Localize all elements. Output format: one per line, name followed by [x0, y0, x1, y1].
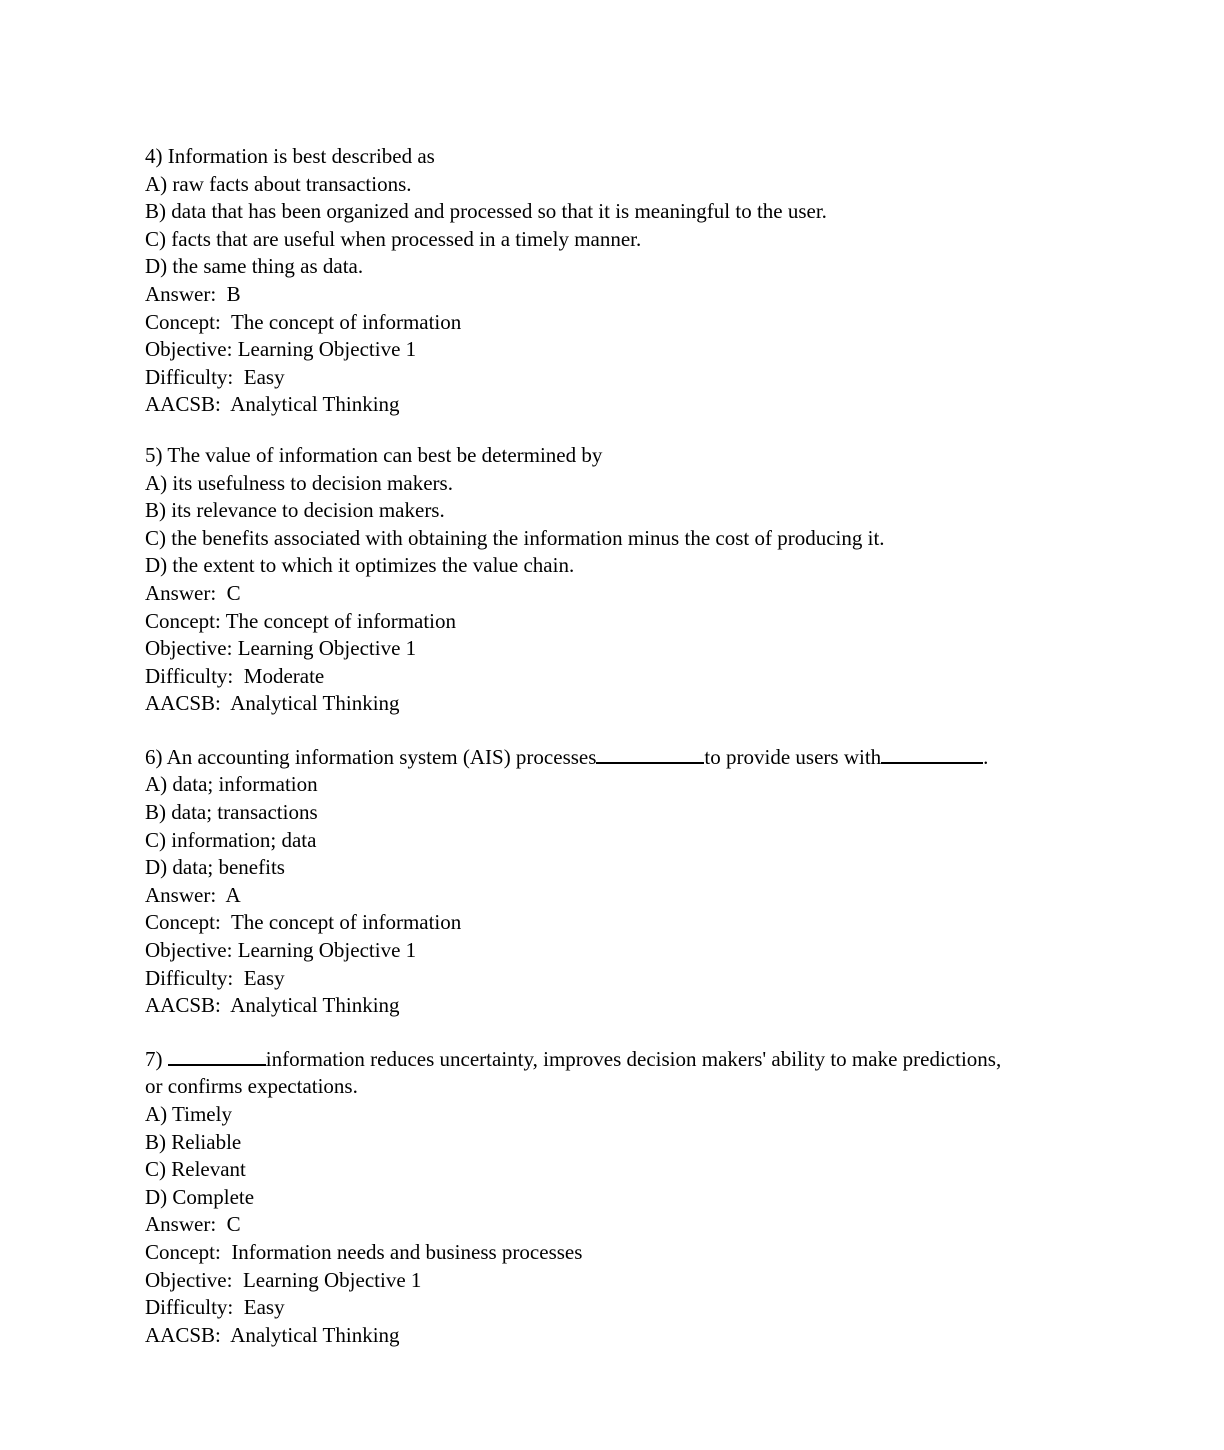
aacsb: AACSB: Analytical Thinking [145, 993, 400, 1018]
stem-part-2: information reduces uncertainty, improves decision makers' ability to make predictions, or confirms expectations. [145, 1046, 1002, 1099]
option-b: B) Reliable [145, 1129, 242, 1154]
stem-part-2: to provide users with [704, 744, 882, 769]
option-a: A) its usefulness to decision makers. [145, 470, 453, 495]
option-a: A) Timely [145, 1102, 232, 1126]
question-stem: 4) Information is best described as [145, 144, 435, 168]
option-c: C) the benefits associated with obtaining the information minus the cost of producing it. [145, 525, 885, 550]
question-4 [145, 143, 1145, 419]
objective: Objective: Learning Objective 1 [145, 1267, 422, 1292]
answer: Answer: B [145, 281, 241, 306]
fill-in-blank [596, 745, 704, 764]
question-6 [145, 744, 1145, 1020]
question-7 [145, 1046, 1145, 1350]
answer: Answer: C [145, 580, 241, 605]
answer: Answer: A [145, 882, 241, 907]
option-d: D) Complete [145, 1184, 255, 1209]
concept: Concept: The concept of information [145, 910, 462, 935]
question-stem [145, 744, 1145, 772]
stem-part-1: 7) [145, 1046, 168, 1071]
document-page [145, 143, 1145, 1349]
aacsb: AACSB: Analytical Thinking [145, 392, 400, 417]
objective: Objective: Learning Objective 1 [145, 636, 417, 661]
fill-in-blank [168, 1047, 266, 1066]
option-d: D) data; benefits [145, 855, 285, 880]
option-b: B) data; transactions [145, 800, 318, 825]
question-stem: 5) The value of information can best be determined by [145, 442, 603, 467]
option-c: C) facts that are useful when processed in a timely manner. [145, 226, 642, 251]
difficulty: Difficulty: Easy [145, 1295, 285, 1320]
option-c: C) information; data [145, 827, 317, 852]
concept: Concept: Information needs and business processes [145, 1239, 583, 1264]
concept: Concept: The concept of information [145, 608, 457, 633]
aacsb: AACSB: Analytical Thinking [145, 691, 400, 716]
difficulty: Difficulty: Easy [145, 965, 285, 990]
stem-part-1: 6) An accounting information system (AIS) processes [145, 744, 597, 769]
option-b: B) its relevance to decision makers. [145, 498, 445, 523]
fill-in-blank [881, 745, 983, 764]
difficulty: Difficulty: Easy [145, 364, 285, 389]
question-5 [145, 442, 1145, 718]
option-b: B) data that has been organized and processed so that it is meaningful to the user. [145, 199, 827, 224]
option-c: C) Relevant [145, 1157, 246, 1182]
objective: Objective: Learning Objective 1 [145, 938, 417, 963]
option-a: A) raw facts about transactions. [145, 171, 412, 196]
concept: Concept: The concept of information [145, 309, 462, 334]
answer: Answer: C [145, 1212, 241, 1237]
option-a: A) data; information [145, 772, 318, 797]
option-d: D) the extent to which it optimizes the value chain. [145, 553, 575, 578]
objective: Objective: Learning Objective 1 [145, 337, 417, 362]
stem-part-3: . [983, 744, 989, 769]
question-stem [145, 1046, 1005, 1101]
difficulty: Difficulty: Moderate [145, 663, 325, 688]
option-d: D) the same thing as data. [145, 254, 364, 279]
aacsb: AACSB: Analytical Thinking [145, 1322, 400, 1347]
